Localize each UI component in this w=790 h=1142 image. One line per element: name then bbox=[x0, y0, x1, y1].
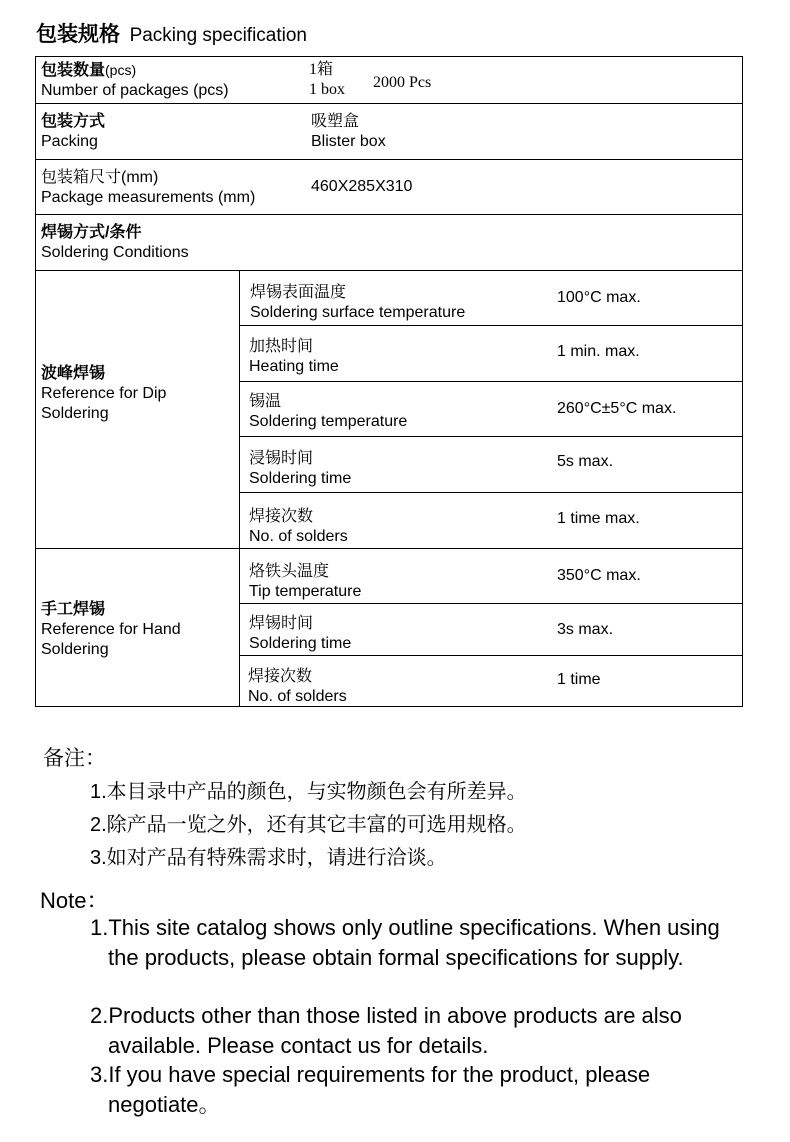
dip-group-en-line1: Reference for Dip bbox=[41, 385, 167, 402]
dip-row-label bbox=[249, 337, 339, 377]
soldering-label bbox=[41, 223, 189, 263]
measurements-label bbox=[41, 168, 255, 208]
hand-row-en: No. of solders bbox=[248, 688, 347, 705]
dip-row-value: 100°C max. bbox=[557, 289, 641, 306]
packing-label bbox=[41, 112, 105, 152]
dip-row-value: 5s max. bbox=[557, 453, 614, 470]
measurements-label-en: Package measurements (mm) bbox=[41, 189, 256, 206]
packages-label bbox=[41, 60, 229, 101]
packages-label-unit: (pcs) bbox=[105, 62, 137, 78]
dip-row-cn: 焊锡表面温度 bbox=[250, 284, 347, 301]
packages-label-cn: 包装数量 bbox=[41, 62, 106, 79]
notes-cn-item: 1.本目录中产品的颜色，与实物颜色会有所差异。 bbox=[90, 781, 527, 803]
notes-cn-item: 2.除产品一览之外，还有其它丰富的可选用规格。 bbox=[90, 814, 527, 836]
dip-row-en: Soldering temperature bbox=[249, 413, 408, 430]
packing-value-cn: 吸塑盒 bbox=[311, 113, 360, 130]
dip-group-en-line2: Soldering bbox=[41, 405, 109, 422]
notes-cn-title: 备注： bbox=[43, 747, 106, 770]
dip-row-label bbox=[249, 449, 351, 489]
packages-value-extra: 2000 Pcs bbox=[373, 74, 432, 91]
notes-en-item bbox=[90, 1001, 740, 1061]
hand-row-label bbox=[249, 562, 361, 602]
dip-row-label bbox=[249, 392, 407, 432]
dip-row-value: 1 min. max. bbox=[557, 343, 640, 360]
row-divider bbox=[239, 325, 742, 326]
hand-row-label bbox=[249, 614, 351, 654]
dip-row-value: 1 time max. bbox=[557, 510, 640, 527]
row-divider bbox=[239, 603, 742, 604]
dip-row-cn: 锡温 bbox=[249, 393, 282, 410]
hand-row-value: 3s max. bbox=[557, 621, 614, 638]
notes-en-item-text: 3.If you have special requirements for the product, please negotiate。 bbox=[90, 1062, 651, 1117]
hand-row-label bbox=[248, 667, 347, 707]
dip-row-cn: 浸锡时间 bbox=[249, 450, 314, 467]
packages-value-line1: 1箱 bbox=[309, 61, 334, 78]
row-divider bbox=[239, 492, 742, 493]
dip-row-en: Soldering surface temperature bbox=[250, 304, 466, 321]
dip-group-cn: 波峰焊锡 bbox=[41, 365, 106, 382]
packing-value-en: Blister box bbox=[311, 133, 386, 150]
dip-group-label bbox=[41, 364, 166, 424]
row-divider bbox=[36, 103, 742, 104]
notes-en-item-text: 1.This site catalog shows only outline specifications. When using the products, please obtain formal specifications for supply. bbox=[90, 915, 720, 970]
dip-row-en: Heating time bbox=[249, 358, 339, 375]
packing-value bbox=[311, 112, 386, 152]
hand-row-cn: 烙铁头温度 bbox=[249, 563, 330, 580]
row-divider bbox=[36, 214, 742, 215]
row-divider bbox=[36, 548, 742, 549]
packages-label-en: Number of packages (pcs) bbox=[41, 82, 229, 99]
dip-row-en: Soldering time bbox=[249, 470, 352, 487]
row-divider bbox=[239, 381, 742, 382]
measurements-value: 460X285X310 bbox=[311, 178, 413, 195]
hand-row-cn: 焊接次数 bbox=[248, 668, 313, 685]
packing-label-en: Packing bbox=[41, 133, 98, 150]
row-divider bbox=[36, 270, 742, 271]
dip-row-en: No. of solders bbox=[249, 528, 348, 545]
notes-en-item-text: 2.Products other than those listed in above products are also available. Please contact us for details. bbox=[90, 1003, 682, 1058]
hand-row-en: Soldering time bbox=[249, 635, 352, 652]
title-cn: 包装规格 bbox=[36, 23, 120, 46]
hand-row-cn: 焊锡时间 bbox=[249, 615, 314, 632]
hand-row-value: 350°C max. bbox=[557, 567, 641, 584]
hand-group-en-line1: Reference for Hand bbox=[41, 621, 181, 638]
packages-value bbox=[309, 60, 345, 100]
dip-row-label bbox=[249, 507, 348, 547]
notes-en-title: Note： bbox=[40, 888, 109, 913]
dip-row-value: 260°C±5°C max. bbox=[557, 400, 677, 417]
notes-en-item bbox=[90, 913, 740, 973]
row-divider bbox=[239, 655, 742, 656]
notes-cn-item: 3.如对产品有特殊需求时，请进行洽谈。 bbox=[90, 847, 447, 869]
dip-row-label bbox=[250, 283, 465, 323]
soldering-label-en: Soldering Conditions bbox=[41, 244, 189, 261]
hand-row-value: 1 time bbox=[557, 671, 601, 688]
hand-group-cn: 手工焊锡 bbox=[41, 601, 106, 618]
packing-spec-table bbox=[35, 56, 743, 707]
hand-group-en-line2: Soldering bbox=[41, 641, 109, 658]
notes-en-item bbox=[90, 1060, 740, 1120]
packages-value-line2: 1 box bbox=[309, 81, 345, 98]
page-title bbox=[36, 18, 307, 48]
hand-row-en: Tip temperature bbox=[249, 583, 362, 600]
hand-group-label bbox=[41, 600, 181, 660]
row-divider bbox=[36, 159, 742, 160]
column-divider bbox=[239, 270, 240, 706]
packing-label-cn: 包装方式 bbox=[41, 113, 106, 130]
soldering-label-cn: 焊锡方式/条件 bbox=[41, 224, 142, 241]
title-en: Packing specification bbox=[129, 25, 307, 46]
measurements-label-cn: 包装箱尺寸(mm) bbox=[41, 169, 159, 186]
dip-row-cn: 加热时间 bbox=[249, 338, 314, 355]
row-divider bbox=[239, 436, 742, 437]
dip-row-cn: 焊接次数 bbox=[249, 508, 314, 525]
